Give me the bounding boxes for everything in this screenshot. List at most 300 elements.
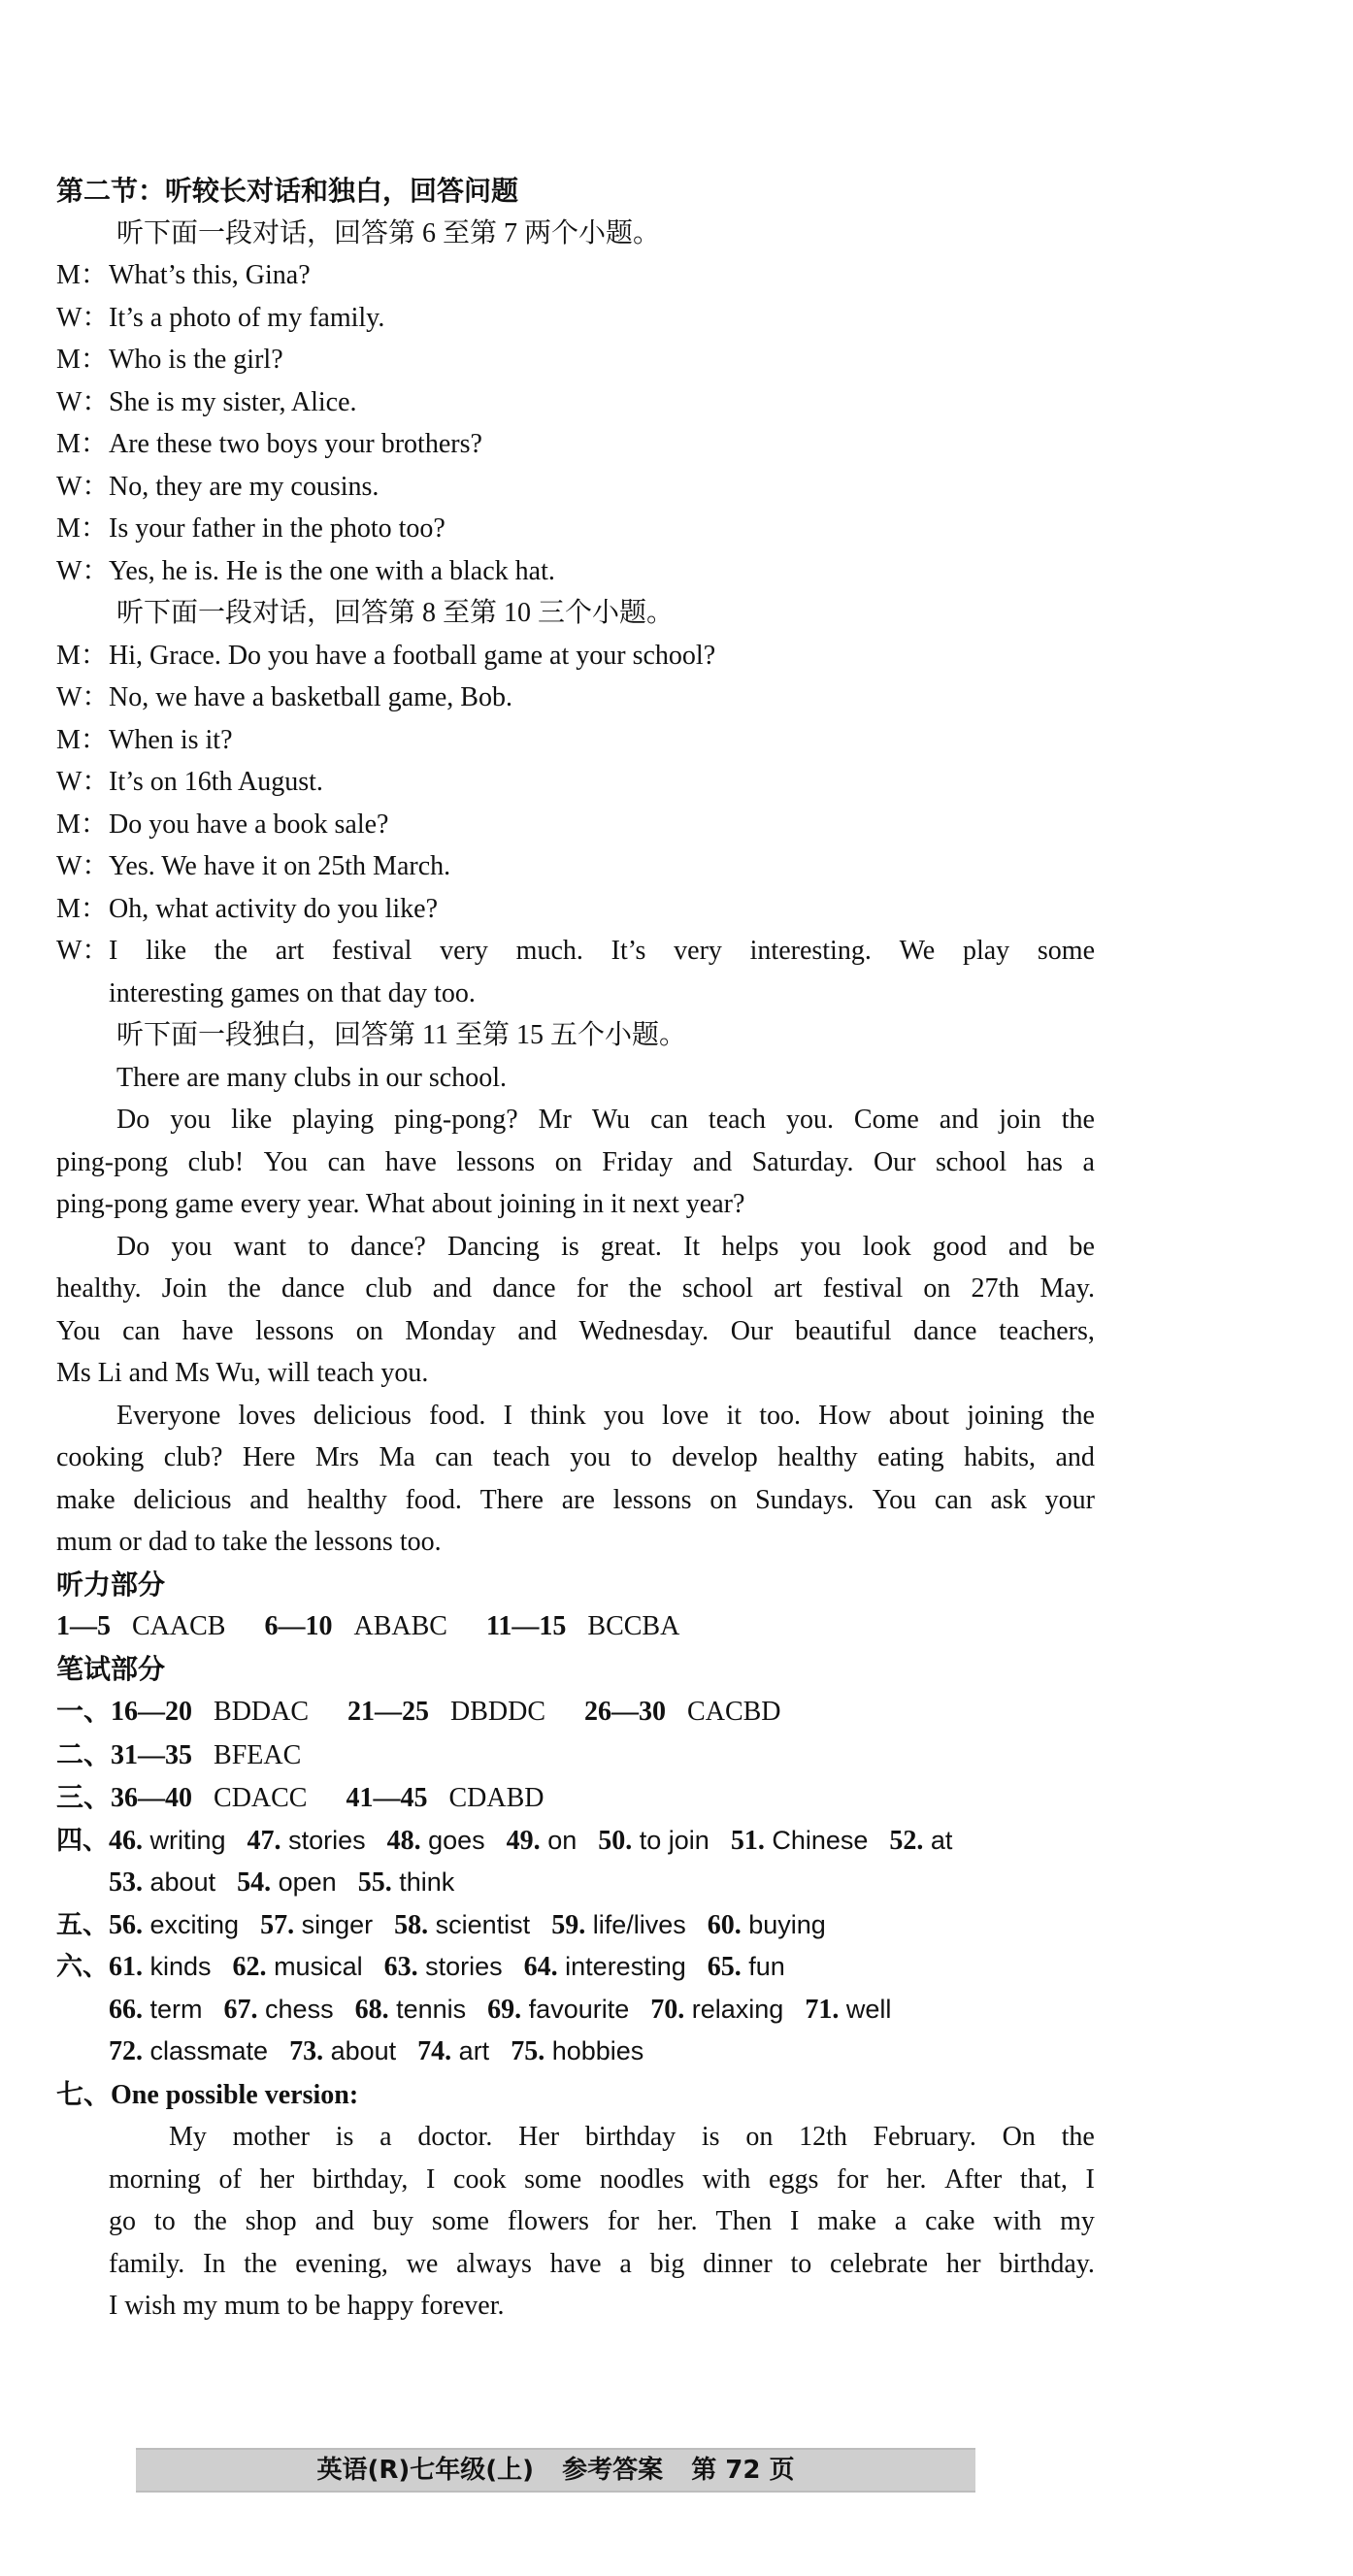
dialogue-line (56, 423, 1095, 466)
question-number: 51. (730, 1825, 765, 1856)
word: teachers, (999, 1315, 1095, 1346)
word: You (872, 1484, 917, 1515)
word: on (355, 1315, 383, 1346)
word: you (170, 1105, 212, 1135)
word: want (233, 1231, 287, 1262)
word: very (440, 936, 488, 966)
question-number: 71. (805, 1994, 840, 2025)
word: always (456, 2248, 532, 2279)
word: on (923, 1273, 951, 1304)
answer-word: stories (288, 1825, 366, 1855)
word: interesting. (749, 936, 872, 966)
word: club? (163, 1442, 223, 1472)
question-number: 70. (650, 1994, 685, 2025)
part-label: 三、 (56, 1781, 112, 1813)
word: for (836, 2163, 869, 2195)
essay-line (56, 2116, 1095, 2159)
page-content (56, 170, 1095, 2328)
question-number: 56. (109, 1909, 143, 1940)
word: be (1069, 1231, 1095, 1262)
utterance: Are these two boys your brothers? (109, 429, 482, 459)
dialogue-line (56, 845, 1095, 888)
word: Do (116, 1231, 150, 1262)
word: have (549, 2248, 602, 2279)
answer-word: goes (428, 1825, 485, 1855)
paragraph-line (56, 1099, 1095, 1141)
word: I (109, 936, 118, 966)
word: to (153, 2206, 176, 2236)
word: birthday, (312, 2163, 409, 2195)
footer-page-number: 第 72 页 (691, 2456, 795, 2485)
answer-word: interesting (565, 1952, 686, 1981)
word: make (817, 2206, 876, 2236)
word: and (249, 1484, 289, 1515)
word: and (692, 1146, 733, 1177)
written-part6-row1 (56, 1946, 1095, 1989)
word: You (56, 1315, 101, 1346)
word: to (308, 1231, 329, 1262)
word: some (1037, 936, 1095, 966)
essay-line (56, 2200, 1095, 2243)
question-number: 69. (487, 1994, 522, 2025)
listening-answers (56, 1605, 1095, 1648)
dialogue-line (56, 381, 1095, 424)
word: buy (372, 2206, 413, 2236)
dialogue-line (56, 635, 1095, 677)
answer-letters: BFEAC (214, 1739, 302, 1770)
word: are (561, 1484, 595, 1515)
word: her. (886, 2163, 927, 2195)
question-number: 57. (260, 1909, 295, 1940)
utterance: What’s this, Gina? (109, 260, 311, 290)
word: How (818, 1400, 872, 1431)
word: cook (453, 2163, 507, 2195)
essay-line (56, 2243, 1095, 2286)
answer-word: stories (425, 1952, 503, 1981)
word: it (726, 1400, 742, 1431)
speaker: W： (56, 302, 110, 333)
answer-word: scientist (435, 1909, 531, 1939)
word: Our (873, 1146, 916, 1177)
word: Come (853, 1105, 919, 1135)
word: cooking (56, 1442, 145, 1472)
word: for (607, 2206, 640, 2236)
utterance: Do you have a book sale? (109, 809, 389, 840)
word: club (365, 1273, 412, 1304)
version-title: One possible version: (111, 2079, 359, 2110)
word: we (406, 2248, 439, 2279)
word: a (380, 2122, 392, 2152)
word: play (962, 936, 1010, 966)
word: to (630, 1442, 652, 1472)
word: develop (672, 1442, 758, 1472)
answer-word: classmate (149, 2036, 269, 2065)
utterance: It’s a photo of my family. (109, 302, 385, 333)
answer-letters: DBDDC (450, 1697, 546, 1727)
word: doctor. (417, 2122, 493, 2152)
question-number: 60. (707, 1909, 742, 1940)
word: good (932, 1231, 987, 1262)
word: can (122, 1315, 160, 1346)
word: like (231, 1105, 273, 1135)
question-range: 26—30 (584, 1697, 667, 1727)
dialogue-line (56, 254, 1095, 297)
word: eggs (769, 2163, 819, 2195)
word: flowers (507, 2206, 589, 2236)
part-label: 六、 (56, 1952, 109, 1982)
answer-word: life/lives (592, 1909, 686, 1939)
question-range: 6—10 (264, 1611, 333, 1641)
question-number: 54. (237, 1867, 272, 1898)
word: her (259, 2163, 295, 2195)
word: very (674, 936, 722, 966)
word: too. (759, 1400, 801, 1431)
answer-word: about (330, 2036, 397, 2065)
answer-word: singer (301, 1909, 374, 1939)
word: After (944, 2163, 1003, 2195)
monologue-p1: There are many clubs in our school. (116, 1062, 507, 1093)
word: February. (873, 2122, 976, 2152)
word: some (524, 2163, 582, 2195)
word: big (649, 2248, 685, 2279)
answer-word: buying (748, 1909, 826, 1939)
answer-word: term (149, 1994, 203, 2024)
part-label: 五、 (56, 1909, 109, 1940)
word: Friday (602, 1146, 674, 1177)
word: think (530, 1400, 586, 1431)
paragraph-line: Ms Li and Ms Wu, will teach you. (56, 1358, 429, 1388)
word: you (570, 1442, 611, 1472)
written-part3 (56, 1776, 1095, 1820)
word: loves (238, 1400, 296, 1431)
word: It (683, 1231, 701, 1262)
question-range: 21—25 (347, 1697, 430, 1727)
part-label: 七、 (56, 2077, 112, 2110)
answer-word: at (930, 1825, 953, 1855)
paragraph-line (56, 1226, 1095, 1269)
word: for (576, 1273, 609, 1304)
word: and (1007, 1231, 1048, 1262)
paragraph-line (56, 1141, 1095, 1184)
question-range: 41—45 (346, 1783, 428, 1813)
utterance: Is your father in the photo too? (109, 513, 446, 544)
paragraph-line (56, 1437, 1095, 1479)
speaker: M： (56, 724, 108, 755)
speaker: M： (56, 640, 108, 671)
question-number: 61. (109, 1952, 143, 1982)
written-part1 (56, 1690, 1095, 1734)
word: Our (730, 1315, 774, 1346)
dialogue-line (56, 550, 1095, 593)
answer-word: chess (265, 1994, 334, 2024)
word: and (939, 1105, 979, 1135)
word: school (936, 1146, 1007, 1177)
speaker: W： (56, 386, 110, 417)
answer-letters: CDABD (448, 1783, 544, 1813)
answer-word: think (399, 1867, 455, 1897)
speaker: M： (56, 429, 108, 459)
word: is (335, 2122, 354, 2152)
word: have (384, 1146, 437, 1177)
section-title: 第二节：听较长对话和独白，回答问题 (56, 175, 519, 207)
word: is (701, 2122, 720, 2152)
word: can (435, 1442, 474, 1472)
utterance: No, they are my cousins. (109, 471, 380, 502)
dialogue2-intro: 听下面一段对话，回答第 8 至第 10 三个小题。 (116, 598, 675, 628)
word: Wu (591, 1105, 631, 1135)
written-part6-row2 (56, 1989, 1095, 2031)
utterance: It’s on 16th August. (109, 767, 323, 797)
question-range: 36—40 (111, 1783, 193, 1813)
word: a (619, 2248, 632, 2279)
word: Ma (379, 1442, 415, 1472)
word: the (1061, 1400, 1095, 1431)
answer-word: exciting (149, 1909, 240, 1939)
question-number: 47. (247, 1825, 281, 1856)
word: and (314, 2206, 355, 2236)
word: shop (245, 2206, 297, 2236)
answer-word: to join (639, 1825, 710, 1855)
word: dance? (350, 1231, 426, 1262)
word: I (1085, 2163, 1095, 2195)
word: food. (405, 1484, 462, 1515)
essay (56, 2116, 1095, 2285)
word: join (999, 1105, 1041, 1135)
speaker: W： (56, 682, 110, 712)
word: There (479, 1484, 544, 1515)
word: Mr (538, 1105, 572, 1135)
word: It’s (610, 936, 646, 966)
word: birthday (584, 2122, 676, 2152)
answer-word: hobbies (551, 2036, 644, 2065)
written-part4-row1 (56, 1820, 1095, 1863)
word: In (203, 2248, 226, 2279)
question-number: 46. (109, 1825, 143, 1856)
word: dance (280, 1273, 346, 1304)
answer-word: favourite (528, 1994, 630, 2024)
word: lessons (456, 1146, 536, 1177)
word: with (702, 2163, 751, 2195)
listening-title: 听力部分 (56, 1568, 166, 1601)
word: Then (715, 2206, 773, 2236)
question-number: 50. (598, 1825, 633, 1856)
dialogue2-last-line (56, 930, 1095, 973)
dialogue-line (56, 339, 1095, 381)
justified-line (109, 930, 1095, 973)
dialogue2-last-line-cont: interesting games on that day too. (109, 977, 476, 1008)
word: celebrate (830, 2248, 929, 2279)
word: eating (877, 1442, 944, 1472)
dialogue-line (56, 888, 1095, 931)
word: Monday (405, 1315, 496, 1346)
word: Sundays. (755, 1484, 854, 1515)
paragraph-line: ping-pong game every year. What about joining in it next year? (56, 1189, 745, 1219)
word: family. (109, 2248, 185, 2279)
word: mother (232, 2122, 310, 2152)
question-range: 11—15 (485, 1611, 567, 1641)
word: and (432, 1273, 473, 1304)
page-footer (136, 2448, 975, 2493)
word: you (171, 1231, 213, 1262)
word: the (1061, 2122, 1095, 2152)
word: that, (1019, 2163, 1068, 2195)
question-number: 75. (511, 2036, 545, 2066)
word: teach (492, 1442, 550, 1472)
word: 27th (971, 1273, 1020, 1304)
word: I (503, 1400, 512, 1431)
word: is (561, 1231, 579, 1262)
written-part5-row1 (56, 1904, 1095, 1947)
dialogue-line (56, 677, 1095, 719)
answer-letters: ABABC (353, 1611, 447, 1641)
word: festival (822, 1273, 904, 1304)
answer-word: musical (274, 1952, 363, 1981)
word: helps (721, 1231, 779, 1262)
word: habits, (964, 1442, 1036, 1472)
word: have (182, 1315, 234, 1346)
word: lessons (255, 1315, 335, 1346)
speaker: M： (56, 809, 108, 840)
word: Saturday. (751, 1146, 854, 1177)
answer-word: art (458, 2036, 490, 2065)
written-part2 (56, 1734, 1095, 1777)
question-number: 67. (223, 1994, 258, 2025)
question-number: 65. (707, 1952, 742, 1982)
word: to (790, 2248, 812, 2279)
answer-letters: CDACC (214, 1783, 308, 1813)
speaker: W： (56, 767, 110, 797)
word: Wednesday. (578, 1315, 710, 1346)
dialogue1-intro: 听下面一段对话，回答第 6 至第 7 两个小题。 (116, 217, 661, 248)
paragraph-line (56, 1310, 1095, 1353)
utterance: Yes, he is. He is the one with a black hat. (109, 555, 555, 586)
utterance: Who is the girl? (109, 345, 283, 375)
monologue-p4 (56, 1395, 1095, 1564)
word: look (862, 1231, 911, 1262)
word: festival (332, 936, 412, 966)
part-label: 一、 (56, 1695, 112, 1727)
word: teach (708, 1105, 766, 1135)
dialogue-line (56, 804, 1095, 846)
word: My (169, 2122, 207, 2152)
word: On (1002, 2122, 1036, 2152)
word: on (554, 1146, 582, 1177)
word: great. (600, 1231, 662, 1262)
answer-letters: BCCBA (587, 1611, 680, 1641)
word: on (745, 2122, 774, 2152)
answer-word: tennis (396, 1994, 467, 2024)
word: ping-pong (56, 1146, 169, 1177)
speaker: M： (56, 893, 108, 924)
word: a (894, 2206, 908, 2236)
question-number: 53. (109, 1867, 143, 1898)
footer-label: 参考答案 (562, 2456, 664, 2485)
answer-word: well (845, 1994, 892, 2024)
word: I (789, 2206, 800, 2236)
word: of (218, 2163, 242, 2195)
speaker: W： (56, 471, 110, 502)
question-number: 59. (551, 1909, 586, 1940)
word: Do (116, 1105, 150, 1135)
paragraph-line: mum or dad to take the lessons too. (56, 1527, 442, 1557)
answer-word: fun (748, 1952, 785, 1981)
word: on (710, 1484, 738, 1515)
word: a (1082, 1146, 1095, 1177)
word: evening, (295, 2248, 388, 2279)
utterance: No, we have a basketball game, Bob. (109, 682, 512, 712)
word: Join (161, 1273, 208, 1304)
speaker: W： (56, 936, 110, 966)
answer-word: on (547, 1825, 578, 1855)
written-title: 笔试部分 (56, 1652, 166, 1685)
word: Her (518, 2122, 560, 2152)
utterance: She is my sister, Alice. (109, 386, 357, 417)
word: some (431, 2206, 489, 2236)
word: the (193, 2206, 227, 2236)
word: go (109, 2206, 136, 2236)
word: We (899, 936, 936, 966)
question-number: 74. (417, 2036, 452, 2066)
question-number: 64. (523, 1952, 558, 1982)
word: make (56, 1484, 116, 1515)
word: my (1060, 2206, 1095, 2236)
question-number: 48. (386, 1825, 421, 1856)
question-number: 55. (357, 1867, 392, 1898)
speaker: W： (56, 851, 110, 881)
dialogue-line (56, 719, 1095, 762)
monologue-p2 (56, 1099, 1095, 1226)
word: can (934, 1484, 973, 1515)
answer-word: Chinese (772, 1825, 869, 1855)
word: art (774, 1273, 803, 1304)
utterance: Oh, what activity do you like? (109, 893, 439, 924)
word: has (1026, 1146, 1063, 1177)
written-part7-title (56, 2073, 1095, 2117)
question-number: 49. (506, 1825, 541, 1856)
paragraph-line (56, 1479, 1095, 1522)
word: about (888, 1400, 950, 1431)
written-part4-row2 (56, 1862, 1095, 1904)
word: ping-pong? (394, 1105, 518, 1135)
word: dance (492, 1273, 556, 1304)
word: her (945, 2248, 981, 2279)
word: delicious (313, 1400, 412, 1431)
part-label: 二、 (56, 1737, 112, 1770)
speaker: M： (56, 513, 108, 544)
monologue-intro: 听下面一段独白，回答第 11 至第 15 五个小题。 (116, 1020, 686, 1050)
monologue-p3 (56, 1226, 1095, 1395)
word: healthy. (56, 1273, 142, 1304)
word: you (603, 1400, 644, 1431)
word: food. (429, 1400, 486, 1431)
utterance: Hi, Grace. Do you have a football game at your school? (109, 640, 716, 671)
word: healthy (307, 1484, 387, 1515)
answer-word: open (278, 1867, 337, 1897)
word: Everyone (116, 1400, 221, 1431)
word: school (681, 1273, 754, 1304)
word: You (263, 1146, 309, 1177)
word: May. (1040, 1273, 1095, 1304)
part-label: 四、 (56, 1825, 109, 1856)
word: the (244, 2248, 278, 2279)
question-number: 68. (354, 1994, 389, 2025)
speaker: M： (56, 260, 108, 290)
question-number: 52. (889, 1825, 924, 1856)
answer-letters: BDDAC (214, 1697, 310, 1727)
word: beautiful (794, 1315, 892, 1346)
word: healthy (777, 1442, 858, 1472)
word: like (146, 936, 187, 966)
